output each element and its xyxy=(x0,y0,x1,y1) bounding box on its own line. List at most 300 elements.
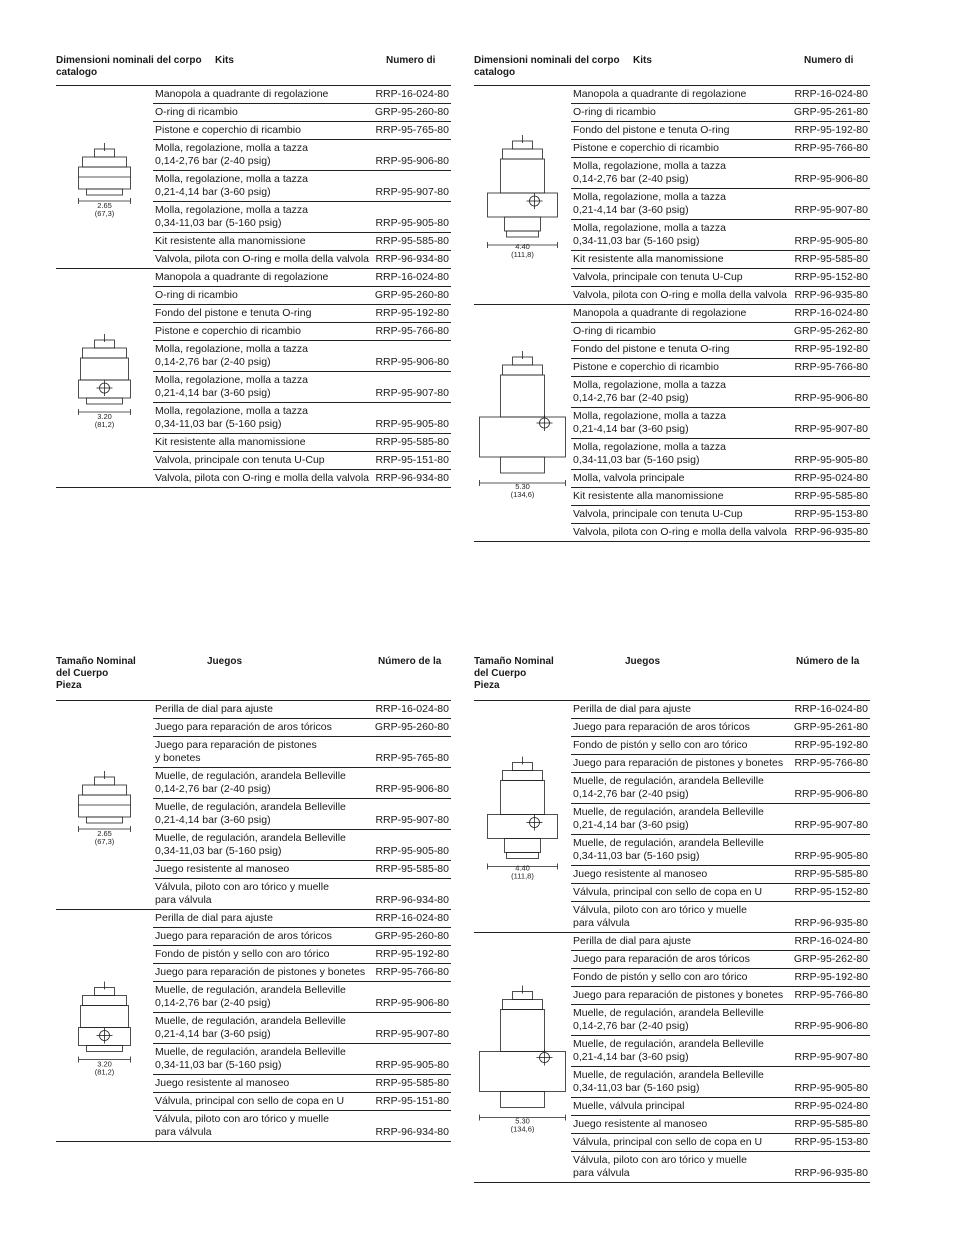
table-row xyxy=(571,359,870,377)
kit-description: Molla, regolazione, molla a tazza 0,21-4,14 bar (3-60 psig) xyxy=(573,191,726,216)
dimension-mm: (111,8) xyxy=(511,250,534,259)
part-number: RRP-95-152-80 xyxy=(794,886,868,898)
part-number: RRP-95-905-80 xyxy=(794,850,868,862)
table-row xyxy=(571,377,870,408)
table-row xyxy=(153,768,451,799)
table-row xyxy=(153,1093,451,1111)
header-kits: Kits xyxy=(633,55,652,66)
dimension-inches: 3.20 xyxy=(97,412,112,421)
table-row xyxy=(153,719,451,737)
part-number: GRP-95-262-80 xyxy=(793,325,868,337)
table-row xyxy=(153,171,451,202)
part-number: RRP-96-934-80 xyxy=(375,253,449,265)
kit-group xyxy=(56,909,451,1142)
part-number: RRP-95-192-80 xyxy=(794,739,868,751)
table-row xyxy=(153,861,451,879)
kit-description: Perilla de dial para ajuste xyxy=(155,912,273,924)
table-row xyxy=(571,122,870,140)
kit-description: Juego para reparación de pistones y bonetes xyxy=(573,757,784,769)
part-number: RRP-95-765-80 xyxy=(375,752,449,764)
kit-description: Muelle, de regulación, arandela Belleville 0,34-11,03 bar (5-160 psig) xyxy=(573,837,764,862)
table-row xyxy=(571,439,870,470)
kit-description: Valvola, pilota con O-ring e molla della valvola xyxy=(155,472,369,484)
table-row xyxy=(571,488,870,506)
part-number: RRP-95-585-80 xyxy=(375,235,449,247)
header-kits: Kits xyxy=(215,55,234,66)
table-row xyxy=(571,305,870,323)
valve-drawing xyxy=(480,351,566,486)
table-row xyxy=(571,1098,870,1116)
table-row xyxy=(153,910,451,928)
kit-description: Válvula, piloto con aro tórico y muelle para válvula xyxy=(155,1113,329,1138)
part-number: RRP-95-907-80 xyxy=(794,423,868,435)
table-row xyxy=(571,1067,870,1098)
valve-svg xyxy=(474,933,571,1182)
valve-svg xyxy=(474,86,571,304)
kit-description: Manopola a quadrante di regolazione xyxy=(573,307,747,319)
kit-description: Juego resistente al manoseo xyxy=(155,1077,290,1089)
table-row xyxy=(153,202,451,233)
kit-description: Válvula, piloto con aro tórico y muelle para válvula xyxy=(573,904,747,929)
table-row xyxy=(153,928,451,946)
part-number: RRP-95-907-80 xyxy=(794,819,868,831)
table-row xyxy=(153,323,451,341)
table-row xyxy=(571,269,870,287)
table-row xyxy=(571,341,870,359)
kit-group xyxy=(474,304,870,542)
table-row xyxy=(571,804,870,835)
part-number: RRP-95-905-80 xyxy=(794,454,868,466)
table-row xyxy=(571,884,870,902)
dimension-mm: (81,2) xyxy=(94,1067,115,1077)
part-number: RRP-95-192-80 xyxy=(794,971,868,983)
kit-description: Muelle, de regulación, arandela Belleville 0,34-11,03 bar (5-160 psig) xyxy=(155,1046,346,1071)
table-row xyxy=(153,305,451,323)
kit-description: Juego para reparación de aros tóricos xyxy=(573,721,750,733)
kit-description: Valvola, principale con tenuta U-Cup xyxy=(573,508,743,520)
table-header xyxy=(474,55,870,83)
table-row xyxy=(153,452,451,470)
part-number: RRP-95-585-80 xyxy=(794,490,868,502)
part-number: RRP-16-024-80 xyxy=(375,703,449,715)
part-number: RRP-95-192-80 xyxy=(375,307,449,319)
kit-description: Molla, valvola principale xyxy=(573,472,685,484)
part-number: RRP-95-585-80 xyxy=(794,868,868,880)
part-number: RRP-95-192-80 xyxy=(794,343,868,355)
valve-drawing xyxy=(488,757,558,870)
part-number: RRP-95-151-80 xyxy=(375,1095,449,1107)
valve-illustration xyxy=(56,701,153,909)
kit-description: Juego para reparación de aros tóricos xyxy=(573,953,750,965)
part-number: RRP-96-935-80 xyxy=(794,526,868,538)
table-row xyxy=(153,799,451,830)
table-row xyxy=(153,964,451,982)
header-kits: Juegos xyxy=(207,656,243,667)
valve-illustration xyxy=(474,305,571,541)
table-row xyxy=(153,233,451,251)
table-row xyxy=(153,251,451,268)
dimension-inches: 4.40 xyxy=(515,863,530,873)
valve-svg xyxy=(56,269,153,487)
part-number: RRP-95-766-80 xyxy=(794,142,868,154)
part-number: RRP-95-906-80 xyxy=(794,788,868,800)
part-number: RRP-95-907-80 xyxy=(794,204,868,216)
parts-table xyxy=(56,656,451,1138)
part-number: RRP-95-905-80 xyxy=(794,235,868,247)
valve-drawing xyxy=(79,771,131,832)
part-number: RRP-95-153-80 xyxy=(794,508,868,520)
header-body-size: Tamaño Nominal del Cuerpo Pieza xyxy=(474,656,554,691)
header-catalog-number: Numero di xyxy=(386,55,436,66)
dimension-mm: (111,8) xyxy=(511,871,534,881)
header-body-size: Dimensioni nominali del corpo catalogo xyxy=(474,55,620,78)
kit-description: O-ring di ricambio xyxy=(573,325,656,337)
table-row xyxy=(153,269,451,287)
header-catalog-number: Número de la xyxy=(378,656,442,667)
header-body-size: Dimensioni nominali del corpo catalogo xyxy=(56,55,202,78)
dimension-inches: 2.65 xyxy=(97,201,112,210)
table-row xyxy=(153,122,451,140)
table-row xyxy=(153,341,451,372)
kit-description: Kit resistente alla manomissione xyxy=(573,253,724,265)
kit-description: Manopola a quadrante di regolazione xyxy=(573,88,747,100)
kit-description: Fondo de pistón y sello con aro tórico xyxy=(573,971,748,983)
part-number: RRP-95-192-80 xyxy=(375,948,449,960)
part-number: RRP-16-024-80 xyxy=(375,912,449,924)
table-row xyxy=(153,737,451,768)
table-row xyxy=(571,933,870,951)
valve-illustration xyxy=(474,701,571,932)
table-row xyxy=(571,104,870,122)
part-number: RRP-95-906-80 xyxy=(794,1020,868,1032)
kit-description: Juego para reparación de aros tóricos xyxy=(155,930,332,942)
kit-description: Perilla de dial para ajuste xyxy=(573,935,691,947)
part-number: RRP-95-151-80 xyxy=(375,454,449,466)
part-number: RRP-16-024-80 xyxy=(794,703,868,715)
part-number: RRP-95-766-80 xyxy=(794,361,868,373)
kit-description: Manopola a quadrante di regolazione xyxy=(155,88,329,100)
table-row xyxy=(571,220,870,251)
table-row xyxy=(153,86,451,104)
part-number: RRP-95-907-80 xyxy=(375,186,449,198)
valve-drawing xyxy=(79,334,131,415)
table-row xyxy=(571,1152,870,1182)
table-row xyxy=(571,506,870,524)
dimension-inches: 5.30 xyxy=(515,1116,530,1126)
table-row xyxy=(571,719,870,737)
table-row xyxy=(571,1036,870,1067)
table-row xyxy=(153,946,451,964)
valve-svg xyxy=(56,86,153,268)
table-row xyxy=(153,287,451,305)
dimension-mm: (81,2) xyxy=(94,420,115,429)
kit-description: Juego resistente al manoseo xyxy=(155,863,290,875)
part-number: RRP-95-024-80 xyxy=(794,1100,868,1112)
part-number: GRP-95-260-80 xyxy=(374,289,449,301)
table-row xyxy=(571,755,870,773)
kit-description: Kit resistente alla manomissione xyxy=(573,490,724,502)
kit-group xyxy=(56,268,451,488)
table-row xyxy=(571,1134,870,1152)
kit-description: Molla, regolazione, molla a tazza 0,34-11,03 bar (5-160 psig) xyxy=(573,441,726,466)
kit-description: Muelle, de regulación, arandela Belleville 0,14-2,76 bar (2-40 psig) xyxy=(155,984,346,1009)
parts-table xyxy=(474,55,870,538)
table-row xyxy=(153,140,451,171)
valve-drawing xyxy=(488,135,558,248)
parts-table xyxy=(56,55,451,484)
table-row xyxy=(571,524,870,541)
kit-description: Muelle, de regulación, arandela Belleville 0,21-4,14 bar (3-60 psig) xyxy=(155,801,346,826)
part-number: RRP-95-907-80 xyxy=(375,814,449,826)
table-row xyxy=(153,372,451,403)
part-number: RRP-95-024-80 xyxy=(794,472,868,484)
table-row xyxy=(571,835,870,866)
table-row xyxy=(571,251,870,269)
table-header xyxy=(56,656,451,698)
kit-description: Fondo de pistón y sello con aro tórico xyxy=(155,948,330,960)
kit-description: Muelle, de regulación, arandela Belleville 0,14-2,76 bar (2-40 psig) xyxy=(573,1007,764,1032)
kit-description: Valvola, principale con tenuta U-Cup xyxy=(573,271,743,283)
kit-description: Fondo del pistone e tenuta O-ring xyxy=(573,124,730,136)
dimension-inches: 3.20 xyxy=(97,1059,112,1069)
part-number: RRP-96-935-80 xyxy=(794,289,868,301)
table-row xyxy=(571,86,870,104)
kit-description: Valvola, principale con tenuta U-Cup xyxy=(155,454,325,466)
kit-description: Juego resistente al manoseo xyxy=(573,1118,708,1130)
part-number: GRP-95-262-80 xyxy=(793,953,868,965)
part-number: RRP-95-585-80 xyxy=(375,863,449,875)
part-number: RRP-95-907-80 xyxy=(794,1051,868,1063)
table-header xyxy=(56,55,451,83)
part-number: GRP-95-260-80 xyxy=(374,721,449,733)
part-number: RRP-95-905-80 xyxy=(375,845,449,857)
kit-group xyxy=(474,932,870,1183)
part-number: RRP-95-905-80 xyxy=(794,1082,868,1094)
part-number: RRP-16-024-80 xyxy=(794,88,868,100)
kit-description: Kit resistente alla manomissione xyxy=(155,235,306,247)
table-row xyxy=(571,287,870,304)
part-number: RRP-95-905-80 xyxy=(375,418,449,430)
valve-illustration xyxy=(474,933,571,1182)
kit-description: Válvula, principal con sello de copa en U xyxy=(573,886,763,898)
table-row xyxy=(571,1116,870,1134)
table-row xyxy=(153,403,451,434)
table-row xyxy=(153,982,451,1013)
valve-illustration xyxy=(474,86,571,304)
part-number: RRP-96-934-80 xyxy=(375,1126,449,1138)
table-row xyxy=(571,189,870,220)
part-number: RRP-95-765-80 xyxy=(375,124,449,136)
header-catalog-number: Número de la xyxy=(796,656,860,667)
part-number: RRP-95-192-80 xyxy=(794,124,868,136)
kit-description: Valvola, pilota con O-ring e molla della valvola xyxy=(573,526,787,538)
dimension-mm: (67,3) xyxy=(94,837,115,846)
kit-group xyxy=(56,85,451,268)
kit-description: O-ring di ricambio xyxy=(155,289,238,301)
kit-description: Fondo del pistone e tenuta O-ring xyxy=(573,343,730,355)
valve-illustration xyxy=(56,86,153,268)
part-number: GRP-95-261-80 xyxy=(793,106,868,118)
kit-description: Juego para reparación de pistones y bonetes xyxy=(573,989,784,1001)
kit-description: Kit resistente alla manomissione xyxy=(155,436,306,448)
kit-description: Molla, regolazione, molla a tazza 0,14-2,76 bar (2-40 psig) xyxy=(573,379,726,404)
part-number: RRP-95-906-80 xyxy=(794,392,868,404)
part-number: RRP-95-152-80 xyxy=(794,271,868,283)
part-number: RRP-95-766-80 xyxy=(794,757,868,769)
kit-description: Molla, regolazione, molla a tazza 0,34-11,03 bar (5-160 psig) xyxy=(573,222,726,247)
header-body-size: Tamaño Nominal del Cuerpo Pieza xyxy=(56,656,136,691)
dimension-inches: 5.30 xyxy=(515,482,530,491)
kit-description: O-ring di ricambio xyxy=(573,106,656,118)
part-number: RRP-95-905-80 xyxy=(375,1059,449,1071)
part-number: RRP-95-906-80 xyxy=(375,997,449,1009)
table-row xyxy=(571,866,870,884)
valve-svg xyxy=(474,701,571,932)
valve-illustration xyxy=(56,910,153,1141)
kit-description: Molla, regolazione, molla a tazza 0,21-4,14 bar (3-60 psig) xyxy=(155,173,308,198)
kit-description: Juego para reparación de pistones y bonetes xyxy=(155,739,317,764)
table-header xyxy=(474,656,870,698)
part-number: RRP-16-024-80 xyxy=(794,935,868,947)
part-number: RRP-95-766-80 xyxy=(375,325,449,337)
kit-group xyxy=(474,700,870,932)
kit-description: Muelle, válvula principal xyxy=(573,1100,685,1112)
valve-svg xyxy=(474,305,571,541)
kit-description: Muelle, de regulación, arandela Belleville 0,21-4,14 bar (3-60 psig) xyxy=(155,1015,346,1040)
part-number: RRP-96-934-80 xyxy=(375,894,449,906)
part-number: RRP-95-766-80 xyxy=(794,989,868,1001)
kit-description: Perilla de dial para ajuste xyxy=(155,703,273,715)
kit-description: Muelle, de regulación, arandela Belleville 0,34-11,03 bar (5-160 psig) xyxy=(155,832,346,857)
kit-group xyxy=(56,700,451,909)
kit-description: Válvula, principal con sello de copa en U xyxy=(155,1095,345,1107)
table-row xyxy=(571,951,870,969)
dimension-mm: (134,6) xyxy=(510,1124,535,1134)
kit-description: Molla, regolazione, molla a tazza 0,14-2,76 bar (2-40 psig) xyxy=(155,343,308,368)
kit-description: Muelle, de regulación, arandela Belleville 0,21-4,14 bar (3-60 psig) xyxy=(573,1038,764,1063)
part-number: RRP-95-585-80 xyxy=(375,1077,449,1089)
part-number: RRP-95-906-80 xyxy=(375,356,449,368)
kit-description: Muelle, de regulación, arandela Belleville 0,14-2,76 bar (2-40 psig) xyxy=(573,775,764,800)
part-number: RRP-95-766-80 xyxy=(375,966,449,978)
kit-description: O-ring di ricambio xyxy=(155,106,238,118)
kit-description: Valvola, pilota con O-ring e molla della valvola xyxy=(155,253,369,265)
part-number: RRP-95-906-80 xyxy=(375,783,449,795)
table-row xyxy=(571,773,870,804)
part-number: RRP-95-585-80 xyxy=(375,436,449,448)
table-row xyxy=(153,1111,451,1141)
part-number: RRP-16-024-80 xyxy=(794,307,868,319)
valve-illustration xyxy=(56,269,153,487)
table-row xyxy=(571,140,870,158)
dimension-mm: (134,6) xyxy=(510,490,535,499)
table-row xyxy=(571,701,870,719)
table-row xyxy=(571,158,870,189)
table-row xyxy=(153,470,451,487)
part-number: GRP-95-261-80 xyxy=(793,721,868,733)
part-number: RRP-95-907-80 xyxy=(375,1028,449,1040)
kit-description: Muelle, de regulación, arandela Belleville 0,34-11,03 bar (5-160 psig) xyxy=(573,1069,764,1094)
table-row xyxy=(153,879,451,909)
dimension-mm: (67,3) xyxy=(94,209,115,218)
kit-description: Pistone e coperchio di ricambio xyxy=(573,361,719,373)
valve-svg xyxy=(56,910,153,1141)
header-catalog-number: Numero di xyxy=(804,55,854,66)
part-number: RRP-95-585-80 xyxy=(794,1118,868,1130)
table-row xyxy=(571,987,870,1005)
part-number: RRP-95-907-80 xyxy=(375,387,449,399)
table-row xyxy=(571,470,870,488)
part-number: RRP-95-585-80 xyxy=(794,253,868,265)
table-row xyxy=(571,969,870,987)
kit-description: Juego para reparación de aros tóricos xyxy=(155,721,332,733)
part-number: RRP-95-906-80 xyxy=(375,155,449,167)
kit-description: Válvula, principal con sello de copa en U xyxy=(573,1136,763,1148)
valve-drawing xyxy=(480,986,566,1121)
kit-description: Molla, regolazione, molla a tazza 0,34-11,03 bar (5-160 psig) xyxy=(155,405,308,430)
kit-description: Fondo de pistón y sello con aro tórico xyxy=(573,739,748,751)
kit-description: Muelle, de regulación, arandela Belleville 0,14-2,76 bar (2-40 psig) xyxy=(155,770,346,795)
kit-description: Válvula, piloto con aro tórico y muelle para válvula xyxy=(155,881,329,906)
part-number: GRP-95-260-80 xyxy=(374,930,449,942)
part-number: RRP-96-935-80 xyxy=(794,1167,868,1179)
table-row xyxy=(153,701,451,719)
kit-description: Molla, regolazione, molla a tazza 0,14-2,76 bar (2-40 psig) xyxy=(155,142,308,167)
kit-description: Manopola a quadrante di regolazione xyxy=(155,271,329,283)
valve-drawing xyxy=(79,982,131,1063)
kit-description: Fondo del pistone e tenuta O-ring xyxy=(155,307,312,319)
part-number: RRP-96-934-80 xyxy=(375,472,449,484)
table-row xyxy=(571,902,870,932)
kit-description: Muelle, de regulación, arandela Belleville 0,21-4,14 bar (3-60 psig) xyxy=(573,806,764,831)
kit-description: Pistone e coperchio di ricambio xyxy=(155,124,301,136)
part-number: RRP-96-935-80 xyxy=(794,917,868,929)
parts-table xyxy=(474,656,870,1179)
kit-description: Molla, regolazione, molla a tazza 0,21-4,14 bar (3-60 psig) xyxy=(573,410,726,435)
part-number: RRP-95-153-80 xyxy=(794,1136,868,1148)
table-row xyxy=(153,1013,451,1044)
part-number: RRP-16-024-80 xyxy=(375,88,449,100)
part-number: RRP-16-024-80 xyxy=(375,271,449,283)
table-row xyxy=(571,737,870,755)
kit-description: Válvula, piloto con aro tórico y muelle para válvula xyxy=(573,1154,747,1179)
valve-drawing xyxy=(79,143,131,204)
table-row xyxy=(153,104,451,122)
kit-description: Valvola, pilota con O-ring e molla della valvola xyxy=(573,289,787,301)
dimension-inches: 2.65 xyxy=(97,829,112,838)
table-row xyxy=(571,323,870,341)
kit-description: Perilla de dial para ajuste xyxy=(573,703,691,715)
kit-description: Pistone e coperchio di ricambio xyxy=(155,325,301,337)
table-row xyxy=(153,1044,451,1075)
kit-description: Juego para reparación de pistones y bonetes xyxy=(155,966,366,978)
dimension-inches: 4.40 xyxy=(515,242,530,251)
table-row xyxy=(153,830,451,861)
kit-description: Molla, regolazione, molla a tazza 0,21-4,14 bar (3-60 psig) xyxy=(155,374,308,399)
kit-description: Juego resistente al manoseo xyxy=(573,868,708,880)
part-number: GRP-95-260-80 xyxy=(374,106,449,118)
table-row xyxy=(153,434,451,452)
valve-svg xyxy=(56,701,153,909)
table-row xyxy=(153,1075,451,1093)
kit-description: Molla, regolazione, molla a tazza 0,14-2,76 bar (2-40 psig) xyxy=(573,160,726,185)
kit-description: Molla, regolazione, molla a tazza 0,34-11,03 bar (5-160 psig) xyxy=(155,204,308,229)
table-row xyxy=(571,408,870,439)
part-number: RRP-95-905-80 xyxy=(375,217,449,229)
kit-description: Pistone e coperchio di ricambio xyxy=(573,142,719,154)
part-number: RRP-95-906-80 xyxy=(794,173,868,185)
header-kits: Juegos xyxy=(625,656,661,667)
